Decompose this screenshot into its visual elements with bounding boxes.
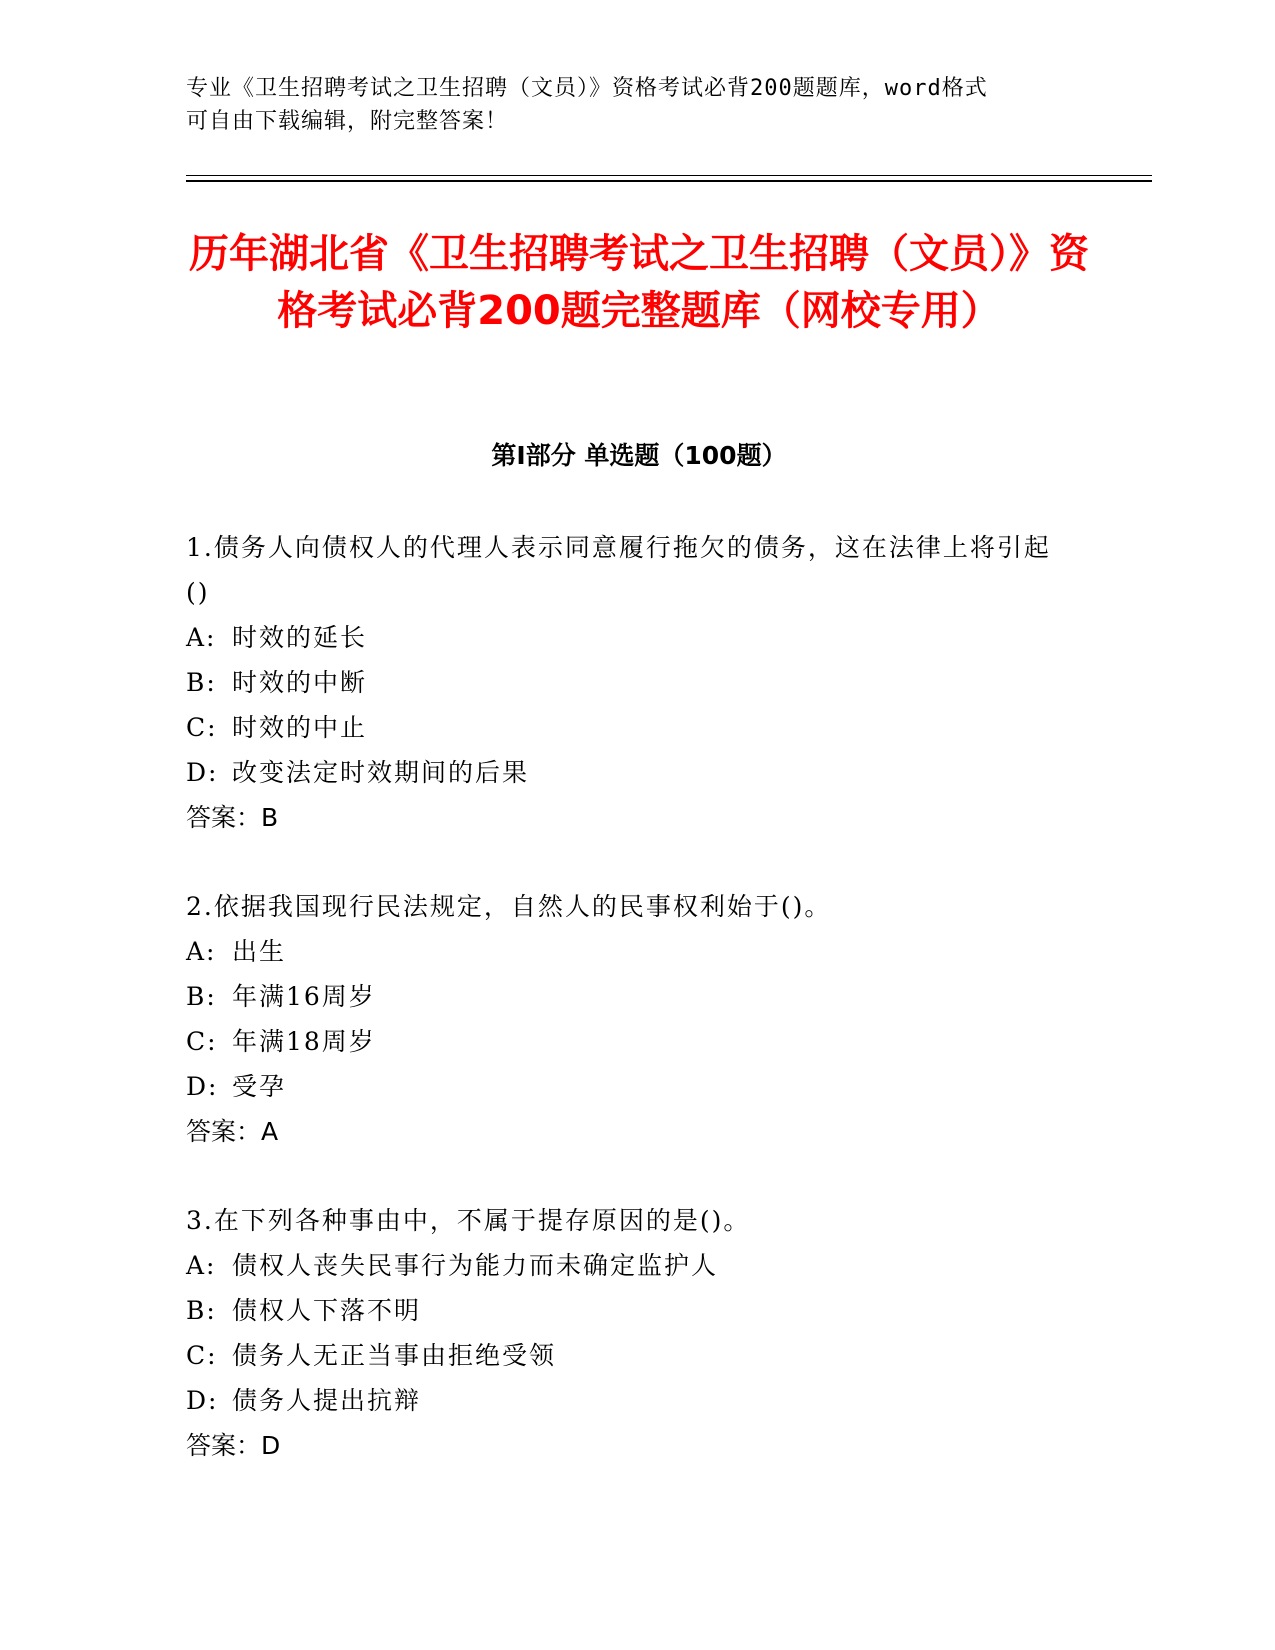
option-key: A: <box>186 937 217 966</box>
document-title: 历年湖北省《卫生招聘考试之卫生招聘（文员）》资格考试必背200题完整题库（网校专用） <box>189 231 1089 334</box>
question-2 <box>186 884 1066 1154</box>
option-b <box>186 1288 1066 1333</box>
option-text: 受孕 <box>232 1072 287 1101</box>
option-key: C: <box>186 713 218 742</box>
option-text: 债权人丧失民事行为能力而未确定监护人 <box>232 1251 719 1280</box>
option-key: D: <box>186 758 219 787</box>
option-b <box>186 974 1066 1019</box>
question-stem: 2.依据我国现行民法规定，自然人的民事权利始于()。 <box>186 892 832 921</box>
option-c <box>186 1333 1066 1378</box>
option-a <box>186 615 1066 660</box>
answer-line: 答案：A <box>186 1117 279 1146</box>
question-list <box>186 525 1066 1512</box>
option-d <box>186 1378 1066 1423</box>
option-text: 时效的中止 <box>232 713 368 742</box>
option-a <box>186 929 1066 974</box>
header-note-line-2: 可自由下载编辑，附完整答案！ <box>186 109 509 134</box>
option-text: 债权人下落不明 <box>232 1296 422 1325</box>
option-key: C: <box>186 1027 218 1056</box>
question-3 <box>186 1198 1066 1468</box>
option-c <box>186 705 1066 750</box>
option-key: D: <box>186 1072 219 1101</box>
answer-line: 答案：D <box>186 1431 281 1460</box>
option-b <box>186 660 1066 705</box>
option-d <box>186 750 1066 795</box>
option-d <box>186 1064 1066 1109</box>
option-text: 年满16周岁 <box>232 982 376 1011</box>
option-text: 债务人无正当事由拒绝受领 <box>232 1341 557 1370</box>
option-key: B: <box>186 982 217 1011</box>
question-stem: 3.在下列各种事由中，不属于提存原因的是()。 <box>186 1206 751 1235</box>
option-key: A: <box>186 1251 217 1280</box>
option-text: 年满18周岁 <box>232 1027 376 1056</box>
option-key: B: <box>186 668 217 697</box>
header-divider-thin <box>186 175 1152 176</box>
header-note-line-1: 专业《卫生招聘考试之卫生招聘（文员）》资格考试必背200题题库，word格式 <box>186 76 988 101</box>
option-text: 时效的中断 <box>232 668 368 697</box>
option-text: 改变法定时效期间的后果 <box>232 758 530 787</box>
question-1 <box>186 525 1066 840</box>
option-key: A: <box>186 623 217 652</box>
option-key: B: <box>186 1296 217 1325</box>
section-heading: 第I部分 单选题（100题） <box>491 441 787 470</box>
option-text: 出生 <box>232 937 287 966</box>
option-text: 债务人提出抗辩 <box>232 1386 422 1415</box>
question-stem: 1.债务人向债权人的代理人表示同意履行拖欠的债务，这在法律上将引起() <box>186 533 1051 607</box>
option-c <box>186 1019 1066 1064</box>
option-key: C: <box>186 1341 218 1370</box>
option-text: 时效的延长 <box>232 623 368 652</box>
header-divider-thick <box>186 180 1152 182</box>
header-note <box>186 72 1066 138</box>
option-key: D: <box>186 1386 219 1415</box>
option-a <box>186 1243 1066 1288</box>
answer-line: 答案：B <box>186 803 279 832</box>
